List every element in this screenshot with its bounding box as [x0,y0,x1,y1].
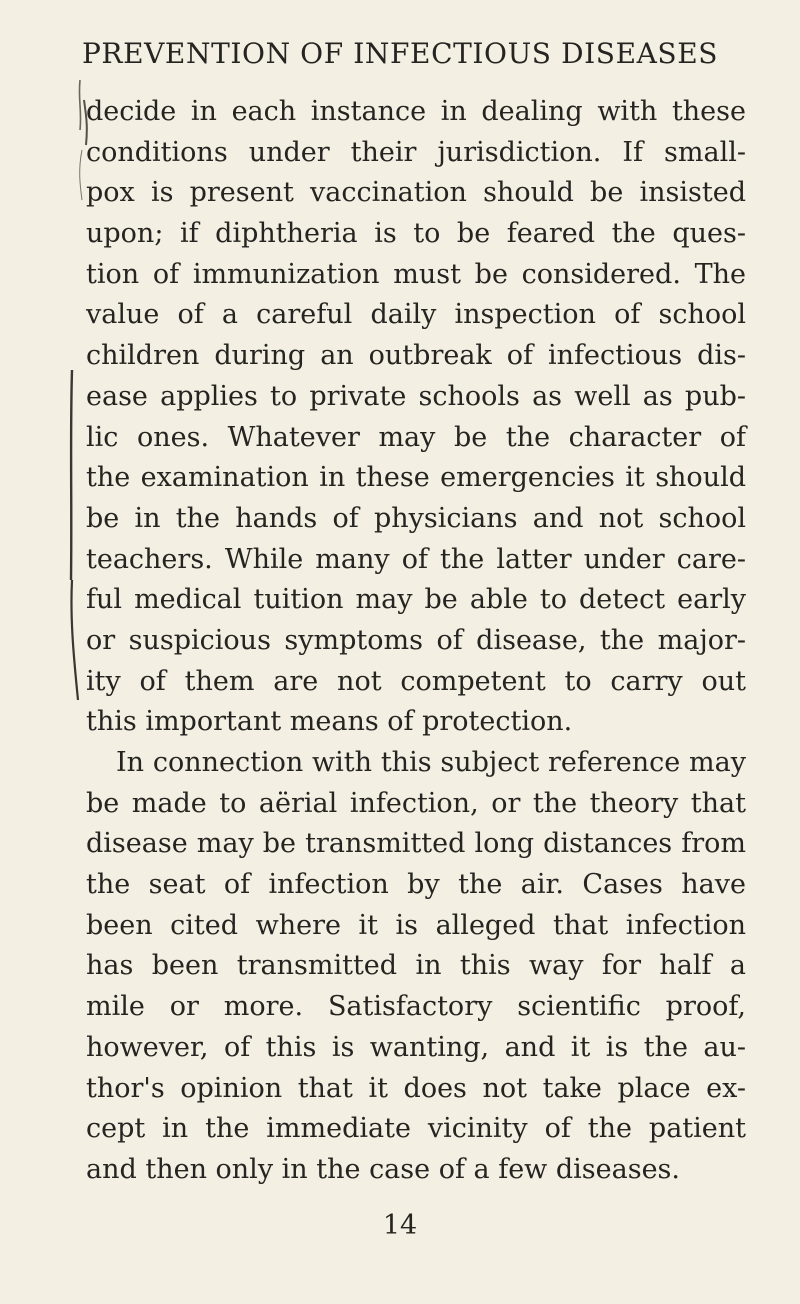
text-line: and then only in the case of a few diseases. [86,1153,680,1185]
text-line: In connection with this subject reference may [116,747,746,778]
text-line: upon; if diphtheria is to be feared the ques- [86,218,746,250]
paragraph-1 [86,92,746,743]
text-line: mile or more. Satisfactory scientific proof, [86,991,746,1023]
text-line: thor's opinion that it does not take place ex- [86,1072,746,1104]
text-line: value of a careful daily inspection of school [86,299,746,331]
text-line: be in the hands of physicians and not school [86,502,746,534]
text-line: tion of immunization must be considered. The [86,258,746,290]
text-line: conditions under their jurisdiction. If small- [86,136,746,168]
text-line: been cited where it is alleged that infection [86,909,746,941]
paragraph-2 [86,743,746,1191]
text-line: pox is present vaccination should be insisted [86,177,746,209]
text-line: ful medical tuition may be able to detect early [86,584,746,616]
text-line: the examination in these emergencies it should [86,462,746,494]
text-line: ease applies to private schools as well as pub- [86,380,746,412]
text-line: decide in each instance in dealing with these [86,96,746,127]
page-number: 14 [382,1210,418,1241]
text-line: disease may be transmitted long distances from [86,828,746,860]
text-line: or suspicious symptoms of disease, the major- [86,624,746,656]
text-line: be made to aërial infection, or the theory that [86,787,746,819]
text-line: teachers. While many of the latter under care- [86,543,746,575]
text-line: the seat of infection by the air. Cases have [86,869,746,901]
text-line: this important means of protection. [86,706,573,738]
text-line: children during an outbreak of infectious dis- [86,340,746,372]
body-text [86,92,746,1191]
running-head: PREVENTION OF INFECTIOUS DISEASES [81,37,719,70]
text-line: however, of this is wanting, and it is the au- [86,1031,746,1063]
text-line: has been transmitted in this way for half a [86,950,746,982]
text-line: lic ones. Whatever may be the character of [86,421,746,453]
text-line: ity of them are not competent to carry out [86,665,746,697]
text-line: cept in the immediate vicinity of the patient [86,1113,746,1145]
